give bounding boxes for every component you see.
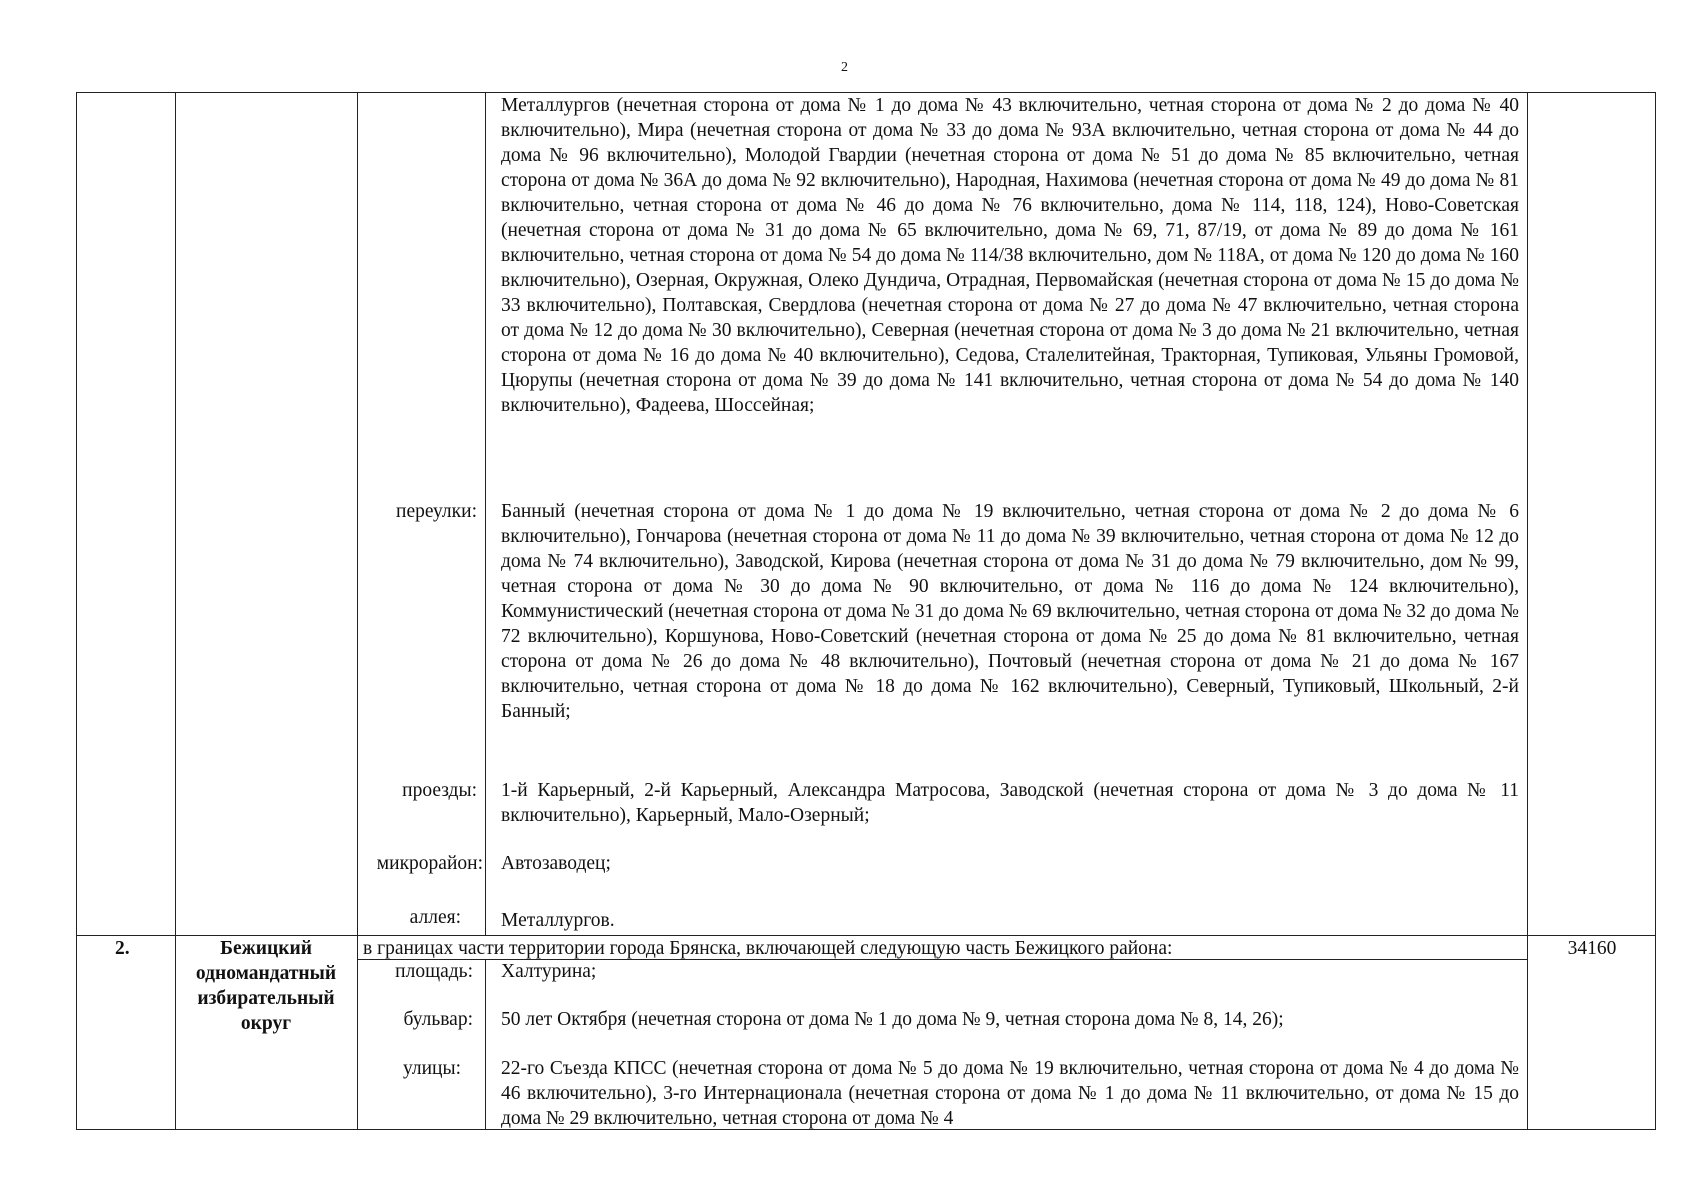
district-intro: в границах части территории города Брянска, включающей следующую часть Бежицкого района: — [363, 938, 1173, 959]
square-text: Халтурина; — [501, 961, 597, 982]
alley-text: Металлургов. — [501, 910, 615, 931]
page-number: 2 — [841, 60, 848, 75]
voters-count: 34160 — [1567, 938, 1617, 959]
column-divider — [485, 959, 486, 1129]
column-divider — [1527, 93, 1528, 1129]
column-divider — [485, 93, 486, 935]
section-label-square: площадь: — [395, 961, 473, 982]
section-label-lanes: переулки: — [396, 501, 477, 522]
section-label-alley: аллея: — [409, 907, 461, 928]
boulevard-text: 50 лет Октября (нечетная сторона от дома № 1 до дома № 9, четная сторона дома № 8, 14, 26); — [501, 1009, 1284, 1030]
streets-text-2: 22-го Съезда КПСС (нечетная сторона от дома № 5 до дома № 19 включительно, четная сторона от дома № 4 до дома № 46 включительно), 3-го Интернационала (нечетная сторона от дома № 1 до дома № 11 включительно, от дома № 15 до дома № 29 включительно, четная сторона от дома № 4 — [501, 1058, 1519, 1129]
district-name: Бежицкий одномандатный избирательный округ — [195, 938, 337, 1034]
column-divider — [175, 93, 176, 1129]
section-label-microdistrict: микрорайон: — [376, 853, 483, 874]
passages-text: 1-й Карьерный, 2-й Карьерный, Александра Матросова, Заводской (нечетная сторона от дома № 3 до дома № 11 включительно), Карьерный, Мало-Озерный; — [501, 780, 1519, 826]
section-label-boulevard: бульвар: — [403, 1009, 473, 1030]
districts-table — [76, 92, 1656, 1130]
district-number: 2. — [115, 938, 130, 959]
lanes-text: Банный (нечетная сторона от дома № 1 до дома № 19 включительно, четная сторона от дома № 2 до дома № 6 включительно), Гончарова (нечетная сторона от дома № 11 до дома № 39 включительно, четная сторона от дома № 12 до дома № 74 включительно), Заводской, Кирова (нечетная сторона от дома № 31 до дома № 79 включительно, дом № 99, четная сторона от дома № 30 до дома № 90 включительно, от дома № 116 до дома № 124 включительно), Коммунистический (нечетная сторона от дома № 31 до дома № 69 включительно, четная сторона от дома № 32 до дома № 72 включительно), Коршунова, Ново-Советский (нечетная сторона от дома № 25 до дома № 81 включительно, четная сторона от дома № 26 до дома № 48 включительно), Почтовый (нечетная сторона от дома № 21 до дома № 167 включительно, четная сторона от дома № 18 до дома № 162 включительно), Северный, Тупиковый, Школьный, 2-й Банный; — [501, 501, 1519, 722]
section-label-passages: проезды: — [402, 780, 477, 801]
section-label-streets: улицы: — [402, 1058, 461, 1079]
streets-text: Металлургов (нечетная сторона от дома № 1 до дома № 43 включительно, четная сторона от дома № 2 до дома № 40 включительно), Мира (нечетная сторона от дома № 33 до дома № 93А включительно, четная сторона от дома № 44 до дома № 96 включительно), Молодой Гвардии (нечетная сторона от дома № 51 до дома № 85 включительно, четная сторона от дома № 36А до дома № 92 включительно), Народная, Нахимова (нечетная сторона от дома № 49 до дома № 81 включительно, четная сторона от дома № 46 до дома № 76 включительно, дома № 114, 118, 124), Ново-Советская (нечетная сторона от дома № 31 до дома № 65 включительно, дома № 69, 71, 87/19, от дома № 89 до дома № 161 включительно, четная сторона от дома № 54 до дома № 114/38 включительно, дом № 118А, от дома № 120 до дома № 160 включительно), Озерная, Окружная, Олеко Дундича, Отрадная, Первомайская (нечетная сторона от дома № 15 до дома № 33 включительно), Полтавская, Свердлова (нечетная сторона от дома № 27 до дома № 47 включительно, четная сторона от дома № 12 до дома № 30 включительно), Северная (нечетная сторона от дома № 3 до дома № 21 включительно, четная сторона от дома № 16 до дома № 40 включительно), Седова, Сталелитейная, Тракторная, Тупиковая, Ульяны Громовой, Цюрупы (нечетная сторона от дома № 39 до дома № 141 включительно, четная сторона от дома № 54 до дома № 140 включительно), Фадеева, Шоссейная; — [501, 95, 1519, 416]
microdistrict-text: Автозаводец; — [501, 853, 611, 874]
